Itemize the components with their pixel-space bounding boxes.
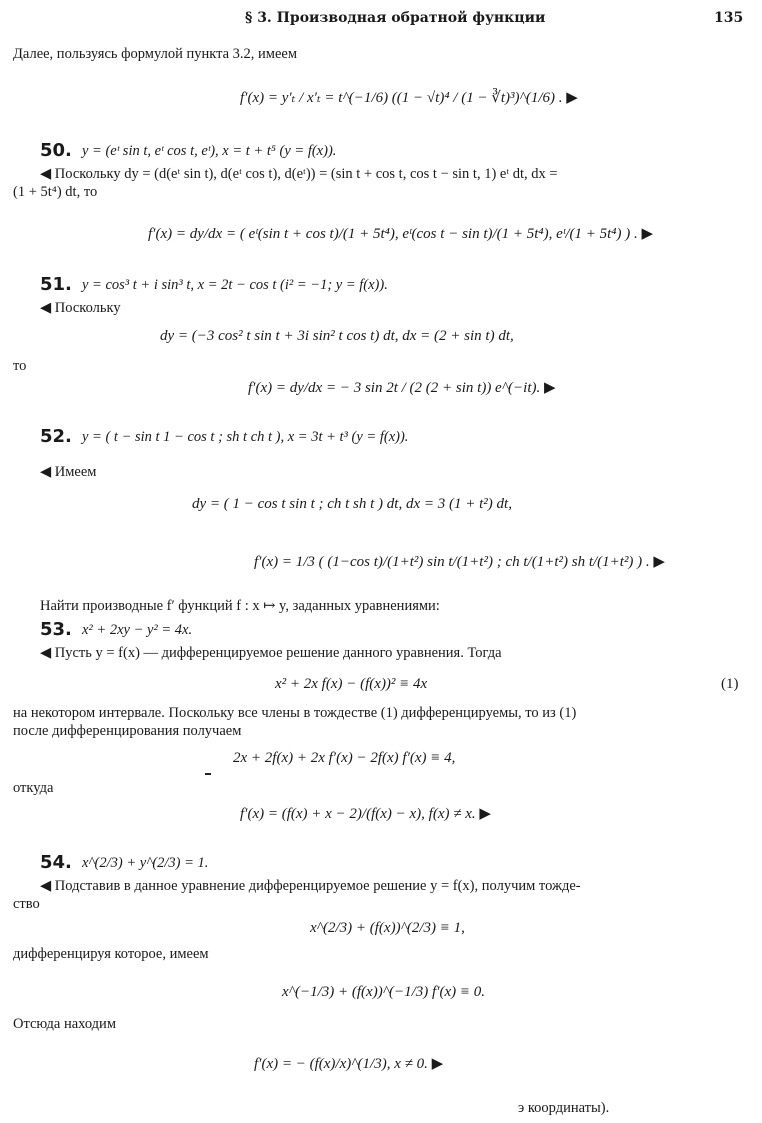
problem-50-statement: y = (eᵗ sin t, eᵗ cos t, eᵗ), x = t + t⁵ (y = f(x)).: [82, 143, 337, 159]
problem-52-number: 52.: [40, 426, 72, 447]
problem-53-number: 53.: [40, 619, 72, 640]
problem-53-equation-3: f′(x) = (f(x) + x − 2)/(f(x) − x), f(x) ≠ x. ▶: [240, 806, 491, 822]
running-header: § 3. Производная обратной функции: [245, 10, 546, 26]
problem-50-solution-line1: ◀ Поскольку dy = (d(eᵗ sin t), d(eᵗ cos t), d(eᵗ)) = (sin t + cos t, cos t − sin t, 1) eᵗ dt, dx =: [40, 166, 558, 182]
problem-53-paragraph-line2: после дифференцирования получаем: [13, 723, 242, 739]
problem-52-equation-2: f′(x) = 1/3 ( (1−cos t)/(1+t²) sin t/(1+t²) ; ch t/(1+t²) sh t/(1+t²) ) . ▶: [254, 554, 665, 570]
problem-53-paragraph-line1: на некотором интервале. Поскольку все члены в тождестве (1) дифференцируемы, то из (1): [13, 705, 577, 721]
problem-51-equation-1: dy = (−3 cos² t sin t + 3i sin² t cos t) dt, dx = (2 + sin t) dt,: [160, 328, 514, 344]
problem-54-differentiating: дифференцируя которое, имеем: [13, 946, 209, 962]
problem-53-solution-intro: ◀ Пусть y = f(x) — дифференцируемое решение данного уравнения. Тогда: [40, 645, 502, 661]
problem-51-statement: y = cos³ t + i sin³ t, x = 2t − cos t (i² = −1; y = f(x)).: [82, 277, 388, 293]
intro-equation: f′(x) = y′ₜ / x′ₜ = t^(−1/6) ((1 − √t)⁴ / (1 − ∛t)³)^(1/6) . ▶: [240, 90, 578, 106]
find-derivatives-heading: Найти производные f′ функций f : x ↦ y, заданных уравнениями:: [40, 598, 440, 614]
problem-51-equation-2: f′(x) = dy/dx = − 3 sin 2t / (2 (2 + sin t)) e^(−it). ▶: [248, 380, 556, 396]
problem-52-solution-intro: ◀ Имеем: [40, 464, 97, 480]
problem-51-solution-intro: ◀ Поскольку: [40, 300, 121, 316]
problem-54-equation-2: x^(−1/3) + (f(x))^(−1/3) f′(x) ≡ 0.: [282, 984, 486, 1000]
problem-54-solution-line1: ◀ Подставив в данное уравнение дифференцируемое решение y = f(x), получим тожде-: [40, 878, 581, 894]
problem-54-statement: x^(2/3) + y^(2/3) = 1.: [82, 855, 209, 871]
problem-50-number: 50.: [40, 140, 72, 161]
page-number: 135: [714, 10, 744, 26]
intro-text: Далее, пользуясь формулой пункта 3.2, имеем: [13, 46, 298, 62]
problem-51-to: то: [13, 358, 27, 374]
problem-52-statement: y = ( t − sin t 1 − cos t ; sh t ch t ), x = 3t + t³ (y = f(x)).: [82, 429, 409, 445]
problem-52-equation-1: dy = ( 1 − cos t sin t ; ch t sh t ) dt, dx = 3 (1 + t²) dt,: [192, 496, 512, 512]
footer-text-fragment: э координаты).: [518, 1100, 610, 1116]
problem-50-solution-line2: (1 + 5t⁴) dt, то: [13, 184, 98, 200]
problem-51-number: 51.: [40, 274, 72, 295]
problem-53-equation-2: 2x + 2f(x) + 2x f′(x) − 2f(x) f′(x) ≡ 4,: [233, 750, 456, 766]
problem-54-number: 54.: [40, 852, 72, 873]
ink-speck: [205, 773, 211, 775]
problem-54-solution-line2: ство: [13, 896, 40, 912]
problem-53-equation-1: x² + 2x f(x) − (f(x))² ≡ 4x: [275, 676, 428, 692]
problem-50-equation: f′(x) = dy/dx = ( eᵗ(sin t + cos t)/(1 + 5t⁴), eᵗ(cos t − sin t)/(1 + 5t⁴), eᵗ/(1 + 5t⁴) ) . ▶: [148, 226, 654, 242]
equation-number-1: (1): [721, 676, 739, 692]
problem-54-equation-1: x^(2/3) + (f(x))^(2/3) ≡ 1,: [310, 920, 465, 936]
problem-54-hence: Отсюда находим: [13, 1016, 116, 1032]
problem-53-statement: x² + 2xy − y² = 4x.: [82, 622, 193, 638]
problem-54-equation-3: f′(x) = − (f(x)/x)^(1/3), x ≠ 0. ▶: [254, 1056, 444, 1072]
problem-53-otkuda: откуда: [13, 780, 54, 796]
